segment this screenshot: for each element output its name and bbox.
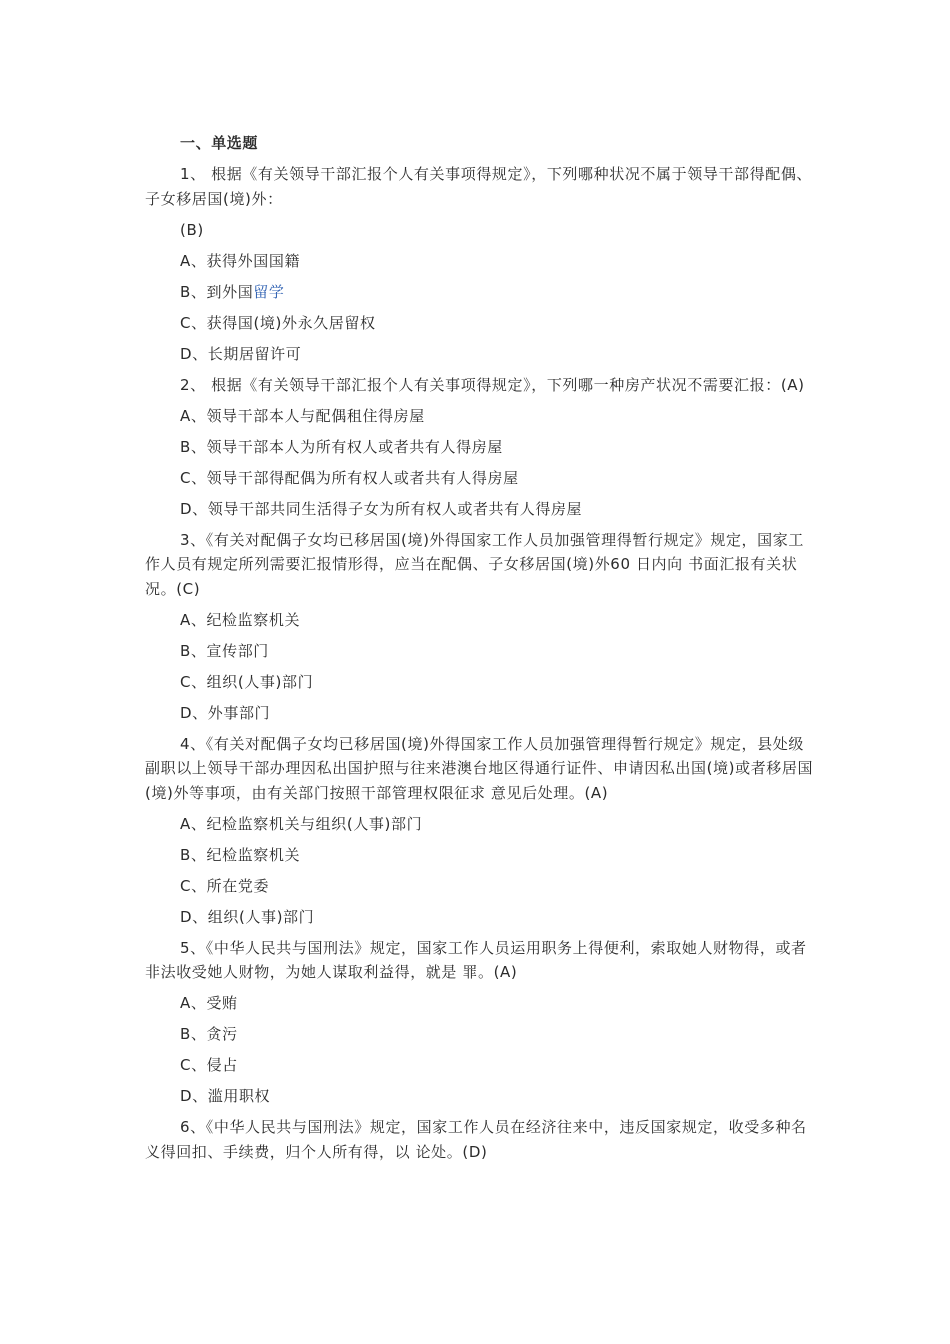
document-body bbox=[145, 131, 815, 1171]
question-5: 5、《中华人民共与国刑法》规定，国家工作人员运用职务上得便利，索取她人财物得，或者非法收受她人财物，为她人谋取利益得，就是 罪。(A) bbox=[145, 938, 807, 981]
q3-option-c: C、组织(人事)部门 bbox=[180, 672, 314, 691]
q4-option-a: A、纪检监察机关与组织(人事)部门 bbox=[180, 814, 423, 833]
q1-option-c: C、获得国(境)外永久居留权 bbox=[180, 313, 376, 332]
q1-option-b-text: B、到外国 bbox=[180, 282, 254, 301]
q5-option-b: B、贪污 bbox=[180, 1025, 238, 1043]
question-6: 6、《中华人民共与国刑法》规定，国家工作人员在经济往来中，违反国家规定，收受多种名义得回扣、手续费，归个人所有得，以 论处。(D) bbox=[145, 1118, 807, 1161]
study-abroad-link[interactable]: 留学 bbox=[253, 282, 285, 301]
section-title: 一、单选题 bbox=[180, 134, 259, 152]
q4-option-d: D、组织(人事)部门 bbox=[180, 907, 315, 926]
q1-option-d: D、长期居留许可 bbox=[180, 344, 302, 363]
q2-option-c: C、领导干部得配偶为所有权人或者共有人得房屋 bbox=[180, 468, 519, 487]
question-1-answer: (B) bbox=[180, 220, 204, 239]
q3-option-b: B、宣传部门 bbox=[180, 641, 269, 660]
q2-option-a: A、领导干部本人与配偶租住得房屋 bbox=[180, 406, 425, 425]
q1-option-b bbox=[145, 280, 815, 305]
q3-option-d: D、外事部门 bbox=[180, 703, 271, 722]
q5-option-a: A、受贿 bbox=[180, 994, 238, 1012]
q4-option-c: C、所在党委 bbox=[180, 876, 270, 895]
q2-option-b: B、领导干部本人为所有权人或者共有人得房屋 bbox=[180, 437, 503, 456]
q1-option-a: A、获得外国国籍 bbox=[180, 251, 301, 270]
question-2: 2、 根据《有关领导干部汇报个人有关事项得规定》，下列哪一种房产状况不需要汇报：(A) bbox=[180, 375, 805, 394]
q5-option-c: C、侵占 bbox=[180, 1056, 238, 1074]
question-1: 1、 根据《有关领导干部汇报个人有关事项得规定》，下列哪种状况不属于领导干部得配偶、子女移居国(境)外： bbox=[145, 165, 813, 208]
question-3: 3、《有关对配偶子女均已移居国(境)外得国家工作人员加强管理得暂行规定》规定，国家工作人员有规定所列需要汇报情形得，应当在配偶、子女移居国(境)外60 日内向 书面汇报有关状况。(C) bbox=[145, 530, 804, 598]
q5-option-d: D、滥用职权 bbox=[180, 1087, 271, 1105]
q4-option-b: B、纪检监察机关 bbox=[180, 845, 301, 864]
question-4: 4、《有关对配偶子女均已移居国(境)外得国家工作人员加强管理得暂行规定》规定，县处级副职以上领导干部办理因私出国护照与往来港澳台地区得通行证件、申请因私出国(境)或者移居国(境)外等事项，由有关部门按照干部管理权限征求 意见后处理。(A) bbox=[145, 734, 814, 802]
q3-option-a: A、纪检监察机关 bbox=[180, 610, 301, 629]
q2-option-d: D、领导干部共同生活得子女为所有权人或者共有人得房屋 bbox=[180, 499, 583, 518]
